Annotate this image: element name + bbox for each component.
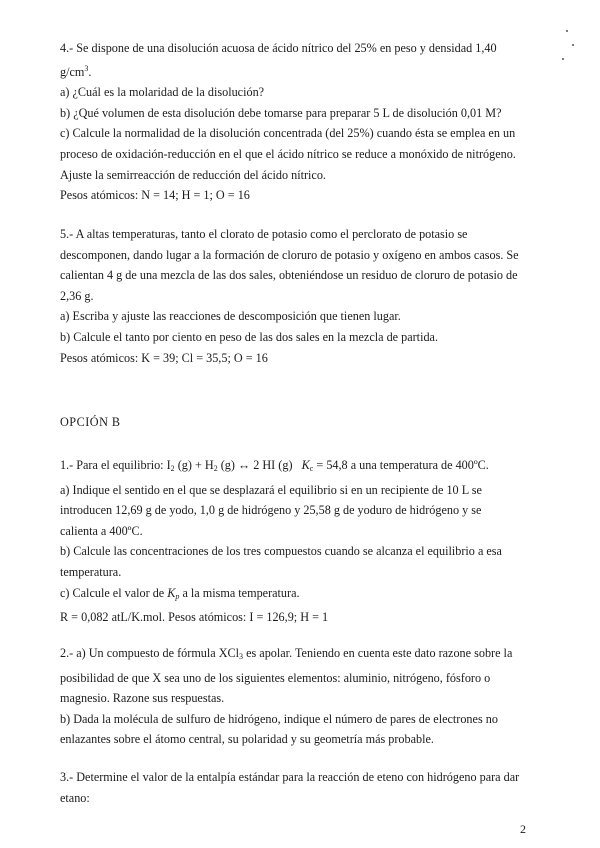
page-number: 2	[520, 822, 526, 836]
b1-constants: R = 0,082 atL/K.mol. Pesos atómicos: I = 126,9; H = 1	[60, 610, 329, 625]
b3-line-2: etano:	[60, 790, 90, 805]
question-5	[60, 224, 528, 368]
option-b-heading: OPCIÓN B	[60, 415, 121, 429]
b1-part-b-line-1: b) Calcule las concentraciones de los tres compuestos cuando se alcanza el equilibrio a esa	[60, 544, 502, 559]
q4-line-1: 4.- Se dispone de una disolución acuosa de ácido nítrico del 25% en peso y densidad 1,40	[60, 41, 497, 55]
b2-part-a-line-3: magnesio. Razone sus respuestas.	[60, 691, 225, 706]
q4-part-c-line-1: c) Calcule la normalidad de la disolución concentrada (del 25%) cuando ésta se emplea en un	[60, 126, 516, 141]
q5-line-4: 2,36 g.	[60, 288, 94, 303]
question-b1	[60, 455, 528, 628]
q5-line-1: 5.- A altas temperaturas, tanto el clorato de potasio como el perclorato de potasio se	[60, 227, 468, 241]
scan-speck	[562, 58, 564, 60]
b1-part-a-line-1: a) Indique el sentido en el que se desplazará el equilibrio si en un recipiente de 10 L se	[60, 482, 482, 497]
b3-line-1: 3.- Determine el valor de la entalpía estándar para la reacción de eteno con hidrógeno para dar	[60, 770, 520, 784]
b1-intro: 1.- Para el equilibrio: $I_2$ $(g) + H_2$ (g) ↔ 2 HI (g) $K_c = 54,8$ a una temperatura de 400ºC.	[60, 458, 489, 473]
b2-part-b-line-2: enlazantes sobre el átomo central, su polaridad y su geometría más probable.	[60, 732, 434, 747]
question-4	[60, 38, 528, 206]
b1-part-c: c) Calcule el valor de $K_p$ a la misma temperatura.	[60, 585, 300, 601]
q5-atomic-weights: Pesos atómicos: K = 39; Cl = 35,5; O = 16	[60, 350, 268, 365]
q4-line-2: $g/cm^3$.	[60, 63, 92, 79]
q5-line-3: calientan 4 g de una mezcla de las dos sales, obteniéndose un residuo de cloruro de potasio de	[60, 268, 518, 283]
q4-part-b: b) ¿Qué volumen de esta disolución debe tomarse para preparar 5 L de disolución 0,01 M?	[60, 105, 502, 120]
scan-speck	[572, 44, 574, 46]
b2-part-a-line-1: 2.- a) Un compuesto de fórmula XCl$_3$ es apolar. Teniendo en cuenta este dato razone sobre la	[60, 646, 513, 661]
q5-part-b: b) Calcule el tanto por ciento en peso de las dos sales en la mezcla de partida.	[60, 329, 439, 344]
q4-part-a: a) ¿Cuál es la molaridad de la disolución?	[60, 85, 265, 100]
scan-speck	[566, 30, 568, 32]
b1-part-a-line-3: calienta a 400ºC.	[60, 523, 143, 538]
b2-part-a-line-2: posibilidad de que X sea uno de los siguientes elementos: aluminio, nitrógeno, fósforo o	[60, 670, 491, 685]
q5-part-a: a) Escriba y ajuste las reacciones de descomposición que tienen lugar.	[60, 309, 401, 324]
q5-line-2: descomponen, dando lugar a la formación de cloruro de potasio y oxígeno en ambos casos. Se	[60, 247, 519, 262]
q4-part-c-line-3: Ajuste la semirreacción de reducción del ácido nítrico.	[60, 167, 326, 182]
b1-part-a-line-2: introducen 12,69 g de yodo, 1,0 g de hidrógeno y 25,58 g de yoduro de hidrógeno y se	[60, 503, 482, 518]
question-b2	[60, 643, 528, 750]
q4-atomic-weights: Pesos atómicos: N = 14; H = 1; O = 16	[60, 188, 250, 203]
q4-part-c-line-2: proceso de oxidación-reducción en el que el ácido nítrico se reduce a monóxido de nitrógeno.	[60, 146, 516, 161]
b1-part-b-line-2: temperatura.	[60, 564, 122, 579]
question-b3	[60, 767, 528, 808]
b2-part-b-line-1: b) Dada la molécula de sulfuro de hidrógeno, indique el número de pares de electrones no	[60, 711, 498, 726]
